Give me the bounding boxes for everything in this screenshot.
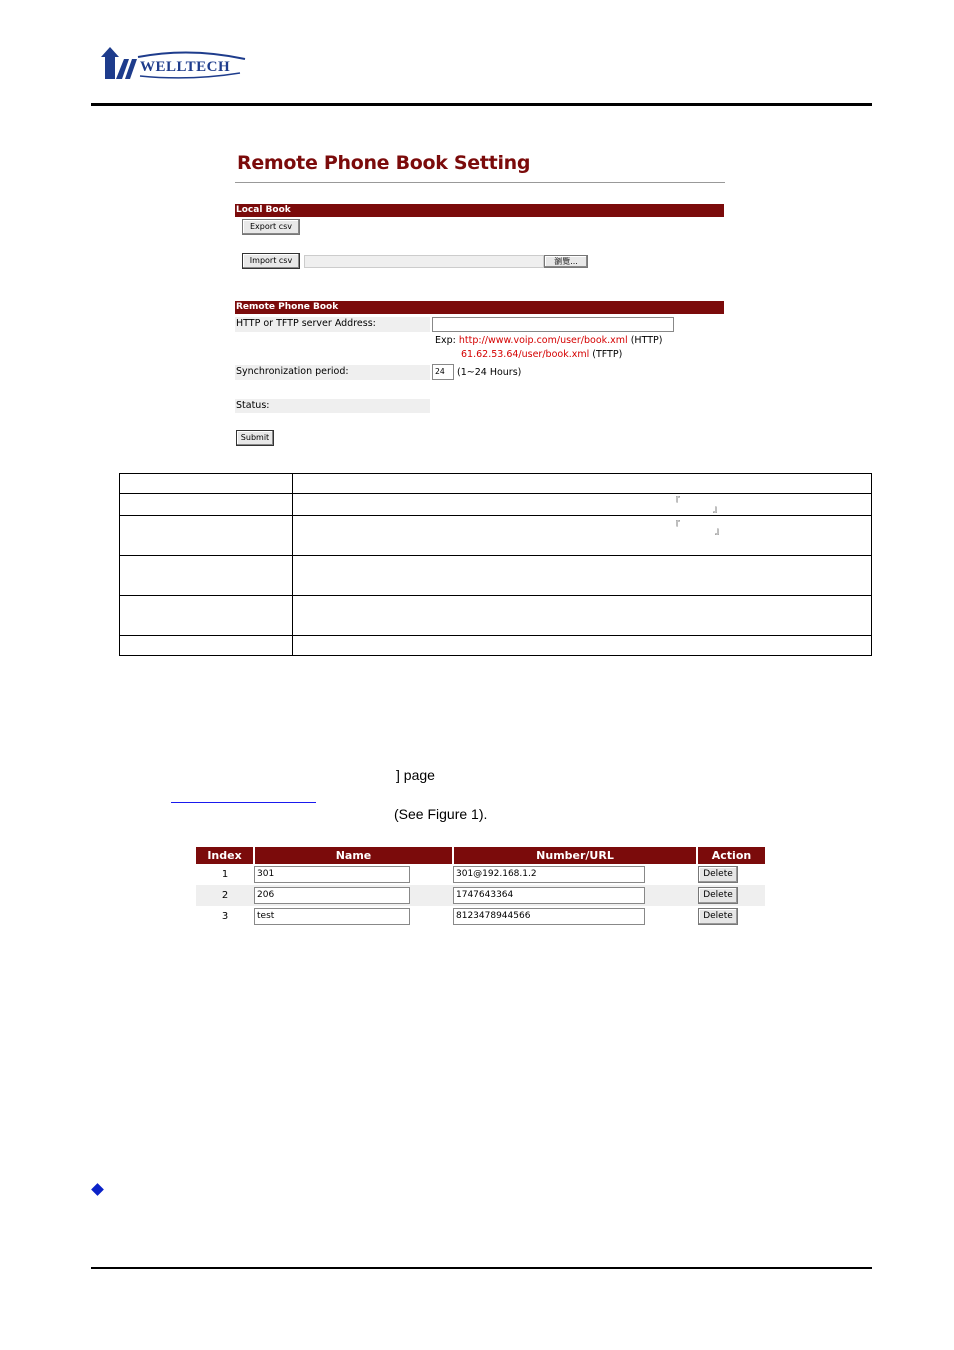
delete-button[interactable]: Delete [698, 908, 738, 925]
export-csv-button[interactable]: Export csv [242, 219, 300, 235]
server-address-input[interactable] [432, 317, 674, 332]
submit-button[interactable]: Submit [236, 430, 274, 446]
remote-phone-book-section-bar: Remote Phone Book [235, 301, 724, 314]
logo-text: WELLTECH [140, 59, 231, 75]
table-row [120, 596, 872, 636]
table-row [120, 556, 872, 596]
page-reference-text: ] page [396, 767, 435, 783]
title-divider [235, 182, 725, 183]
example-tftp [461, 349, 622, 360]
see-figure-text: (See Figure 1). [394, 806, 488, 822]
import-csv-button[interactable]: Import csv [242, 253, 300, 269]
status-label: Status: [235, 399, 430, 413]
example-http [435, 335, 662, 346]
header-action: Action [697, 847, 765, 864]
header-number-url: Number/URL [453, 847, 697, 864]
name-input[interactable]: test [254, 908, 410, 925]
footer-rule [91, 1267, 872, 1269]
close-bracket: 』 [713, 505, 723, 515]
delete-button[interactable]: Delete [698, 887, 738, 904]
table-row [120, 636, 872, 656]
local-book-section-bar: Local Book [235, 204, 724, 217]
row-index: 3 [221, 911, 229, 922]
diamond-bullet-icon [91, 1183, 104, 1196]
phone-book-table [196, 847, 765, 927]
sync-period-hint: (1~24 Hours) [457, 367, 522, 378]
example-http-tag: (HTTP) [627, 335, 663, 346]
server-address-label: HTTP or TFTP server Address: [235, 317, 430, 332]
table-row [120, 494, 872, 516]
header-rule [91, 103, 872, 106]
number-input[interactable]: 8123478944566 [453, 908, 645, 925]
import-file-input[interactable] [304, 255, 544, 268]
number-input[interactable]: 1747643364 [453, 887, 645, 904]
table-row [120, 516, 872, 556]
example-prefix: Exp: [435, 335, 459, 346]
parameter-table [119, 473, 872, 656]
table-header-row [196, 847, 765, 864]
close-bracket: 』 [715, 527, 725, 537]
open-bracket: 『 [671, 521, 681, 531]
screen-title: Remote Phone Book Setting [237, 152, 531, 174]
number-input[interactable]: 301@192.168.1.2 [453, 866, 645, 883]
hyperlink-underline[interactable] [171, 802, 316, 803]
example-http-url: http://www.voip.com/user/book.xml [458, 335, 628, 346]
table-row [196, 885, 765, 906]
open-bracket: 『 [671, 497, 681, 507]
welltech-logo [100, 45, 250, 81]
header-name: Name [254, 847, 453, 864]
name-input[interactable]: 301 [254, 866, 410, 883]
row-index: 2 [196, 885, 254, 906]
browse-button[interactable]: 瀏覽... [544, 255, 588, 268]
sync-period-label: Synchronization period: [235, 365, 430, 380]
table-row [120, 474, 872, 494]
name-input[interactable]: 206 [254, 887, 410, 904]
sync-period-input[interactable]: 24 [432, 364, 454, 380]
table-row [196, 906, 765, 927]
table-row [196, 864, 765, 885]
header-index: Index [196, 847, 254, 864]
delete-button[interactable]: Delete [698, 866, 738, 883]
example-tftp-url: 61.62.53.64/user/book.xml [461, 349, 590, 360]
example-tftp-tag: (TFTP) [589, 349, 623, 360]
row-index: 1 [221, 869, 229, 880]
